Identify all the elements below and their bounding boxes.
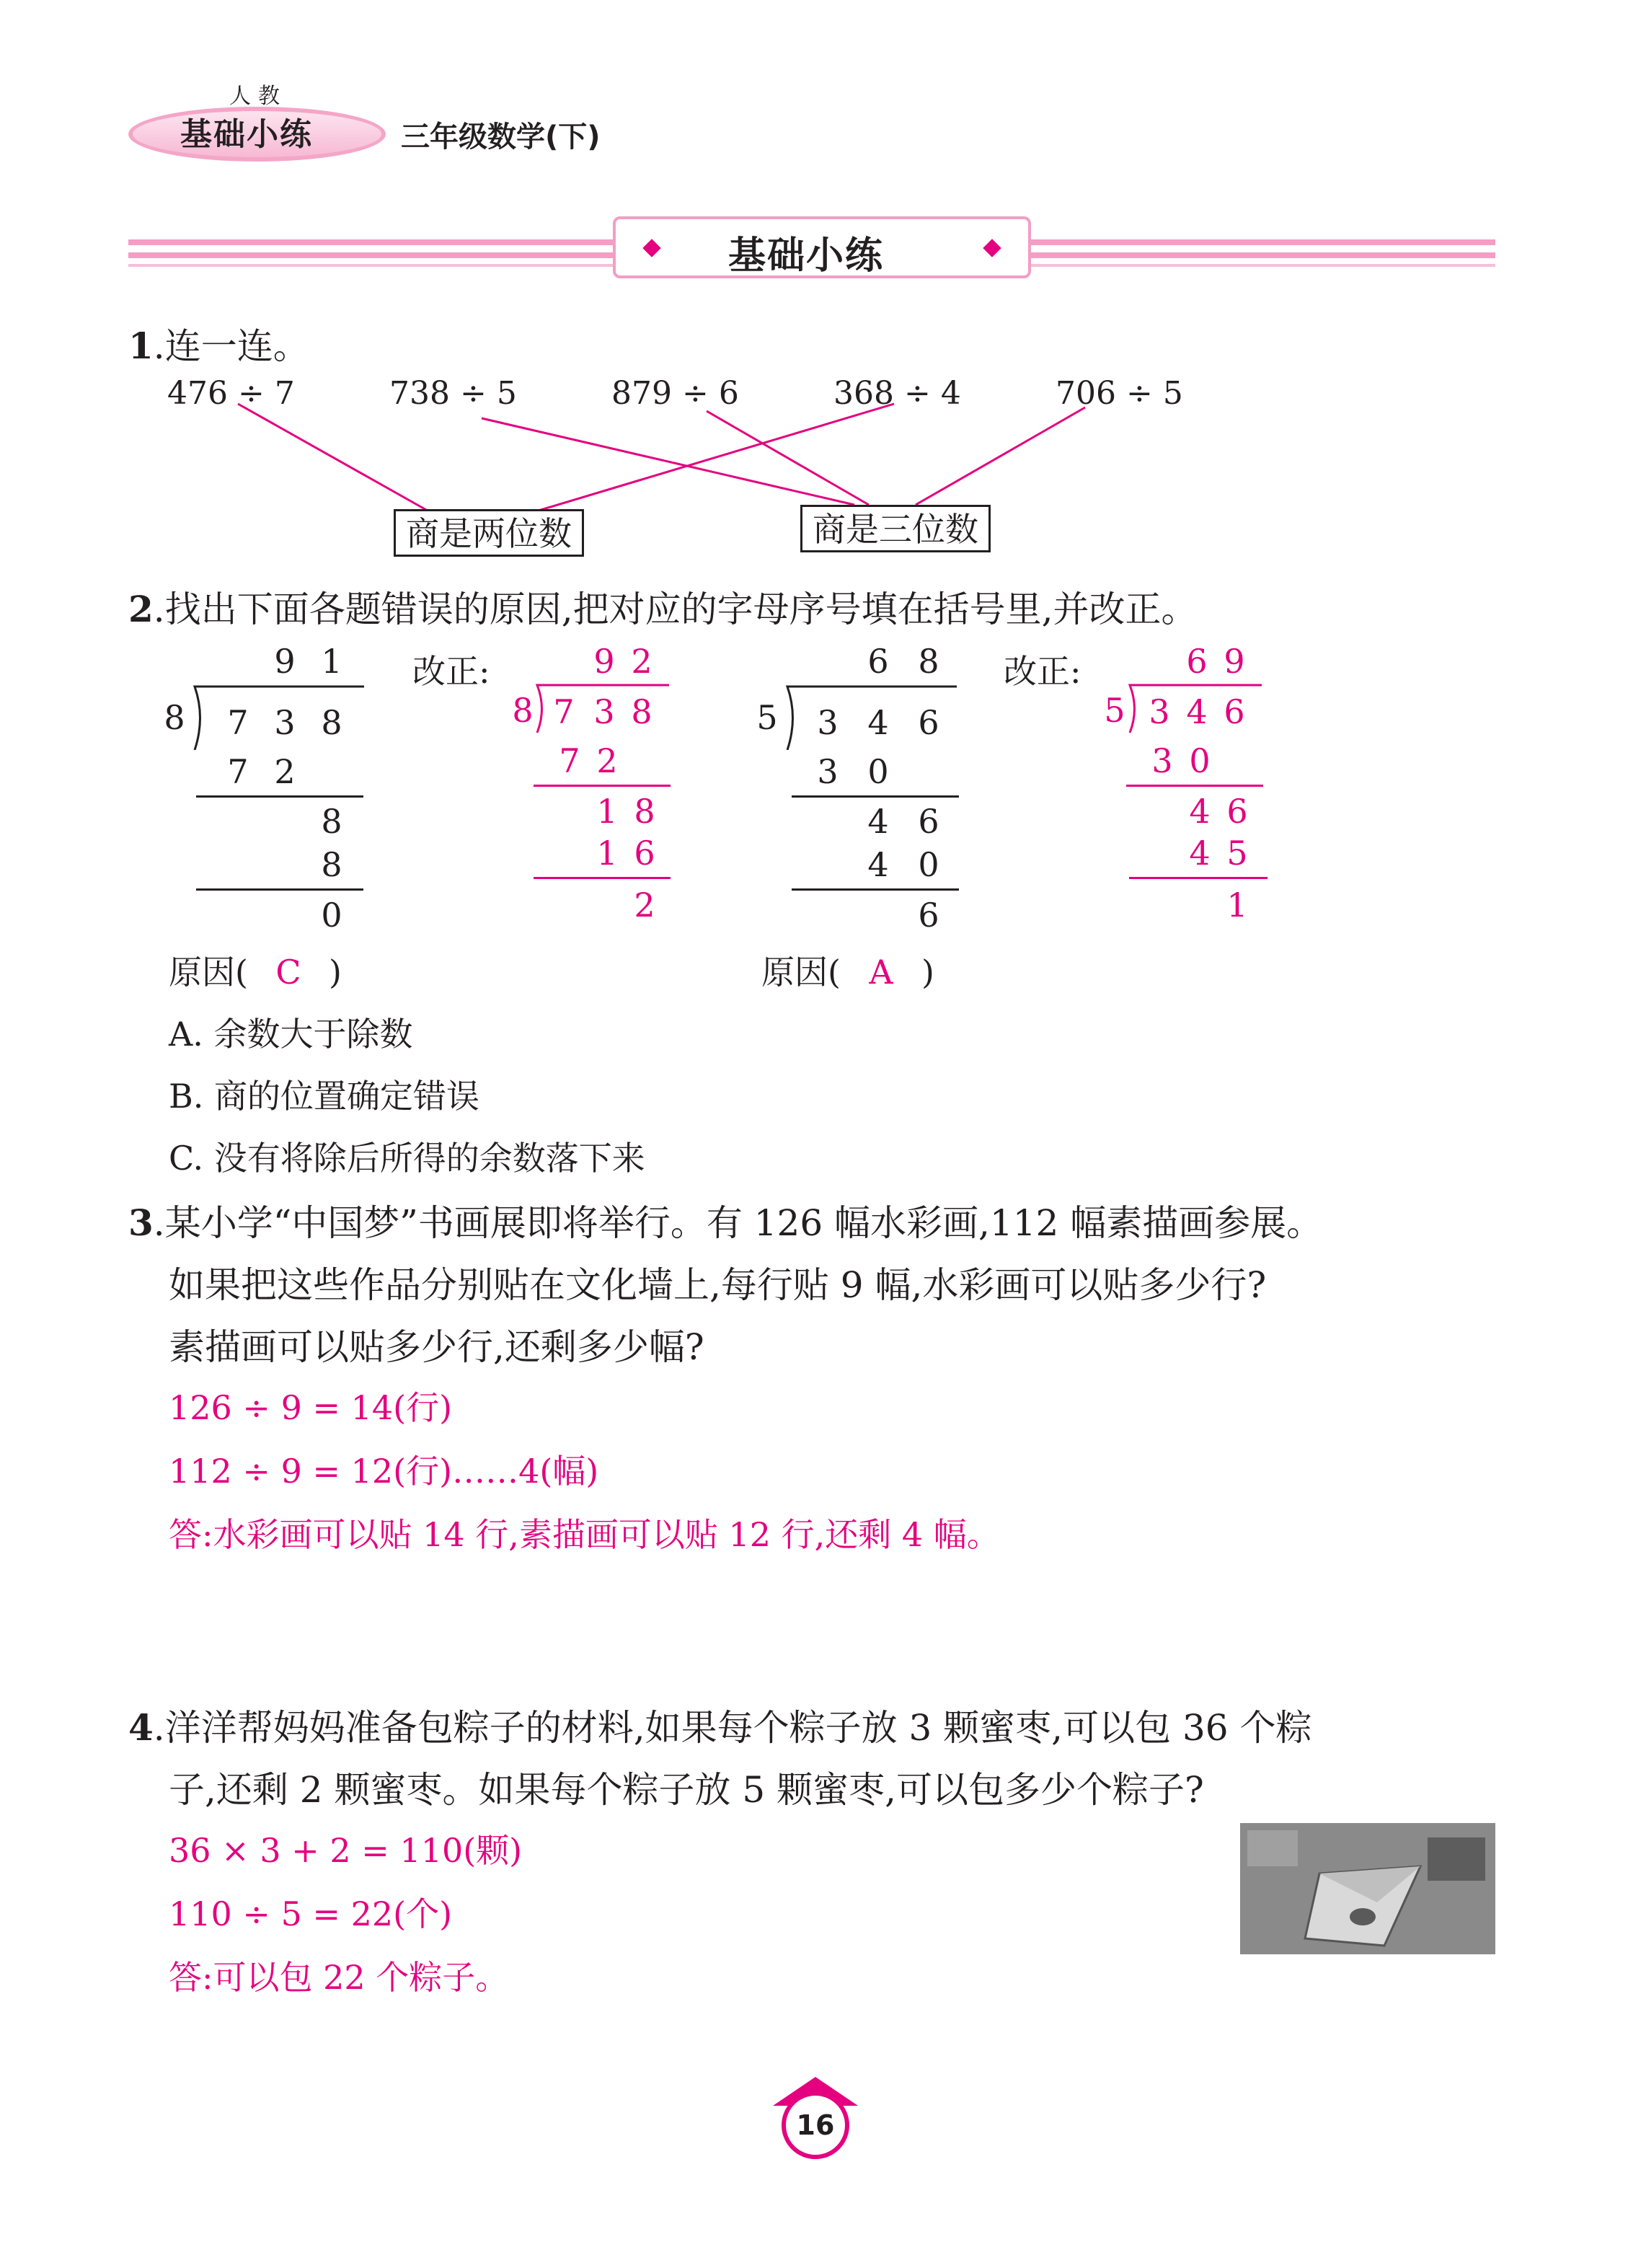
q4-line-1: 4.洋洋帮妈妈准备包粽子的材料,如果每个粽子放 3 颗蜜枣,可以包 36 个粽	[128, 1706, 1312, 1749]
step-digit: 1	[596, 834, 618, 873]
step-digit: 6	[918, 896, 939, 935]
quotient-digit: 6	[1186, 642, 1208, 681]
line-476-to-two-digit	[238, 404, 433, 513]
division-line	[534, 785, 671, 787]
dividend-digit: 4	[1186, 692, 1208, 731]
q3-line-2: 如果把这些作品分别贴在文化墙上,每行贴 9 幅,水彩画可以贴多少行?	[169, 1264, 1267, 1306]
step-digit: 4	[1189, 792, 1211, 831]
divisor: 5	[756, 698, 778, 737]
step-digit: 4	[867, 845, 889, 884]
divisor: 8	[164, 698, 185, 737]
line-879-to-three-digit	[707, 411, 869, 505]
dividend-digit: 4	[867, 703, 889, 742]
division-line	[792, 888, 959, 891]
quotient-digit: 8	[918, 642, 939, 681]
dividend-digit: 3	[593, 692, 615, 731]
dividend-digit: 8	[631, 692, 652, 731]
division-line	[792, 795, 959, 798]
step-digit: 7	[227, 752, 249, 791]
q3-answer-1: 126 ÷ 9 = 14(行)	[169, 1388, 453, 1427]
step-digit: 0	[867, 752, 889, 791]
q4-line-2: 子,还剩 2 颗蜜枣。如果每个粽子放 5 颗蜜枣,可以包多少个粽子?	[169, 1769, 1204, 1811]
quotient-digit: 6	[867, 642, 889, 681]
step-digit: 6	[918, 802, 939, 841]
header-brand: 基础小练	[180, 116, 313, 153]
step-digit: 8	[321, 802, 342, 841]
q3-line-1: 3.某小学“中国梦”书画展即将举行。有 126 幅水彩画,112 幅素描画参展。	[128, 1201, 1323, 1244]
step-digit: 8	[634, 792, 655, 831]
step-digit: 3	[1151, 741, 1173, 780]
q2-prompt: 2.找出下面各题错误的原因,把对应的字母序号填在括号里,并改正。	[128, 588, 1198, 630]
q1-expression-2: 738 ÷ 5	[389, 375, 517, 412]
q3-answer-3: 答:水彩画可以贴 14 行,素描画可以贴 12 行,还剩 4 幅。	[169, 1515, 1000, 1554]
divisor: 8	[512, 691, 534, 730]
reason-close: )	[328, 953, 342, 992]
reason-2	[761, 946, 934, 994]
step-digit: 2	[634, 886, 655, 925]
dividend-digit: 3	[274, 703, 296, 742]
q1-expression-1: 476 ÷ 7	[167, 375, 295, 412]
division-line	[196, 888, 363, 891]
q1-expression-5: 706 ÷ 5	[1056, 375, 1183, 412]
quotient-digit: 9	[1224, 642, 1245, 681]
step-digit: 1	[596, 792, 618, 831]
line-706-to-three-digit	[916, 407, 1085, 505]
header-grade: 三年级数学(下)	[401, 120, 601, 154]
q4-answer-2: 110 ÷ 5 = 22(个)	[169, 1894, 453, 1933]
fix-label-1: 改正:	[412, 652, 490, 691]
reason-open: 原因(	[169, 953, 248, 992]
step-digit: 4	[867, 802, 889, 841]
line-738-to-three-digit	[482, 418, 854, 505]
dividend-digit: 6	[1224, 692, 1245, 731]
quotient-digit: 2	[631, 642, 652, 681]
step-digit: 6	[1226, 792, 1248, 831]
dividend-digit: 3	[1149, 692, 1170, 731]
q1-expression-3: 879 ÷ 6	[611, 375, 739, 412]
division-line	[534, 877, 671, 879]
reason-close: )	[921, 953, 934, 992]
step-digit: 8	[321, 845, 342, 884]
step-digit: 0	[918, 845, 939, 884]
divisor: 5	[1104, 691, 1125, 730]
quotient-digit: 1	[321, 642, 342, 681]
q4-answer-3: 答:可以包 22 个粽子。	[169, 1958, 509, 1997]
q1-connection-lines	[0, 0, 1628, 577]
option-a: A. 余数大于除数	[169, 1015, 413, 1054]
step-digit: 0	[1189, 741, 1211, 780]
q4-answer-1: 36 × 3 + 2 = 110(颗)	[169, 1831, 523, 1870]
box-two-digit-quotient: 商是两位数	[394, 509, 584, 557]
zongzi-photo	[1240, 1823, 1495, 1954]
step-digit: 6	[634, 834, 655, 873]
reason-1	[169, 946, 342, 994]
option-c: C. 没有将除后所得的余数落下来	[169, 1139, 645, 1178]
section-title: 基础小练	[728, 234, 885, 278]
page-number: 16	[782, 2091, 849, 2159]
q3-line-3: 素描画可以贴多少行,还剩多少幅?	[169, 1326, 704, 1368]
box-three-digit-quotient: 商是三位数	[800, 505, 991, 552]
header-publisher: 人教	[229, 84, 287, 109]
quotient-digit: 9	[274, 642, 296, 681]
dividend-digit: 6	[918, 703, 939, 742]
reason-2-answer[interactable]: A	[869, 953, 893, 992]
step-digit: 2	[274, 752, 296, 791]
step-digit: 0	[321, 896, 342, 935]
option-b: B. 商的位置确定错误	[169, 1077, 480, 1116]
zongzi-icon	[1240, 1823, 1495, 1954]
step-digit: 7	[559, 741, 580, 780]
line-368-to-two-digit	[534, 404, 894, 512]
quotient-digit: 9	[593, 642, 615, 681]
q3-answer-2: 112 ÷ 9 = 12(行)……4(幅)	[169, 1452, 599, 1491]
step-digit: 1	[1226, 886, 1248, 925]
dividend-digit: 8	[321, 703, 342, 742]
dividend-digit: 7	[227, 703, 249, 742]
reason-open: 原因(	[761, 953, 841, 992]
dividend-digit: 7	[553, 692, 575, 731]
q1-prompt: 1.连一连。	[128, 325, 309, 367]
step-digit: 5	[1226, 834, 1248, 873]
dividend-digit: 3	[817, 703, 839, 742]
step-digit: 4	[1189, 834, 1211, 873]
reason-1-answer[interactable]: C	[275, 953, 301, 992]
division-line	[1126, 785, 1263, 787]
division-line	[196, 795, 363, 798]
step-digit: 2	[596, 741, 618, 780]
fix-label-2: 改正:	[1004, 652, 1081, 691]
step-digit: 3	[817, 752, 839, 791]
q1-expression-4: 368 ÷ 4	[833, 375, 961, 412]
division-line	[1129, 877, 1268, 879]
